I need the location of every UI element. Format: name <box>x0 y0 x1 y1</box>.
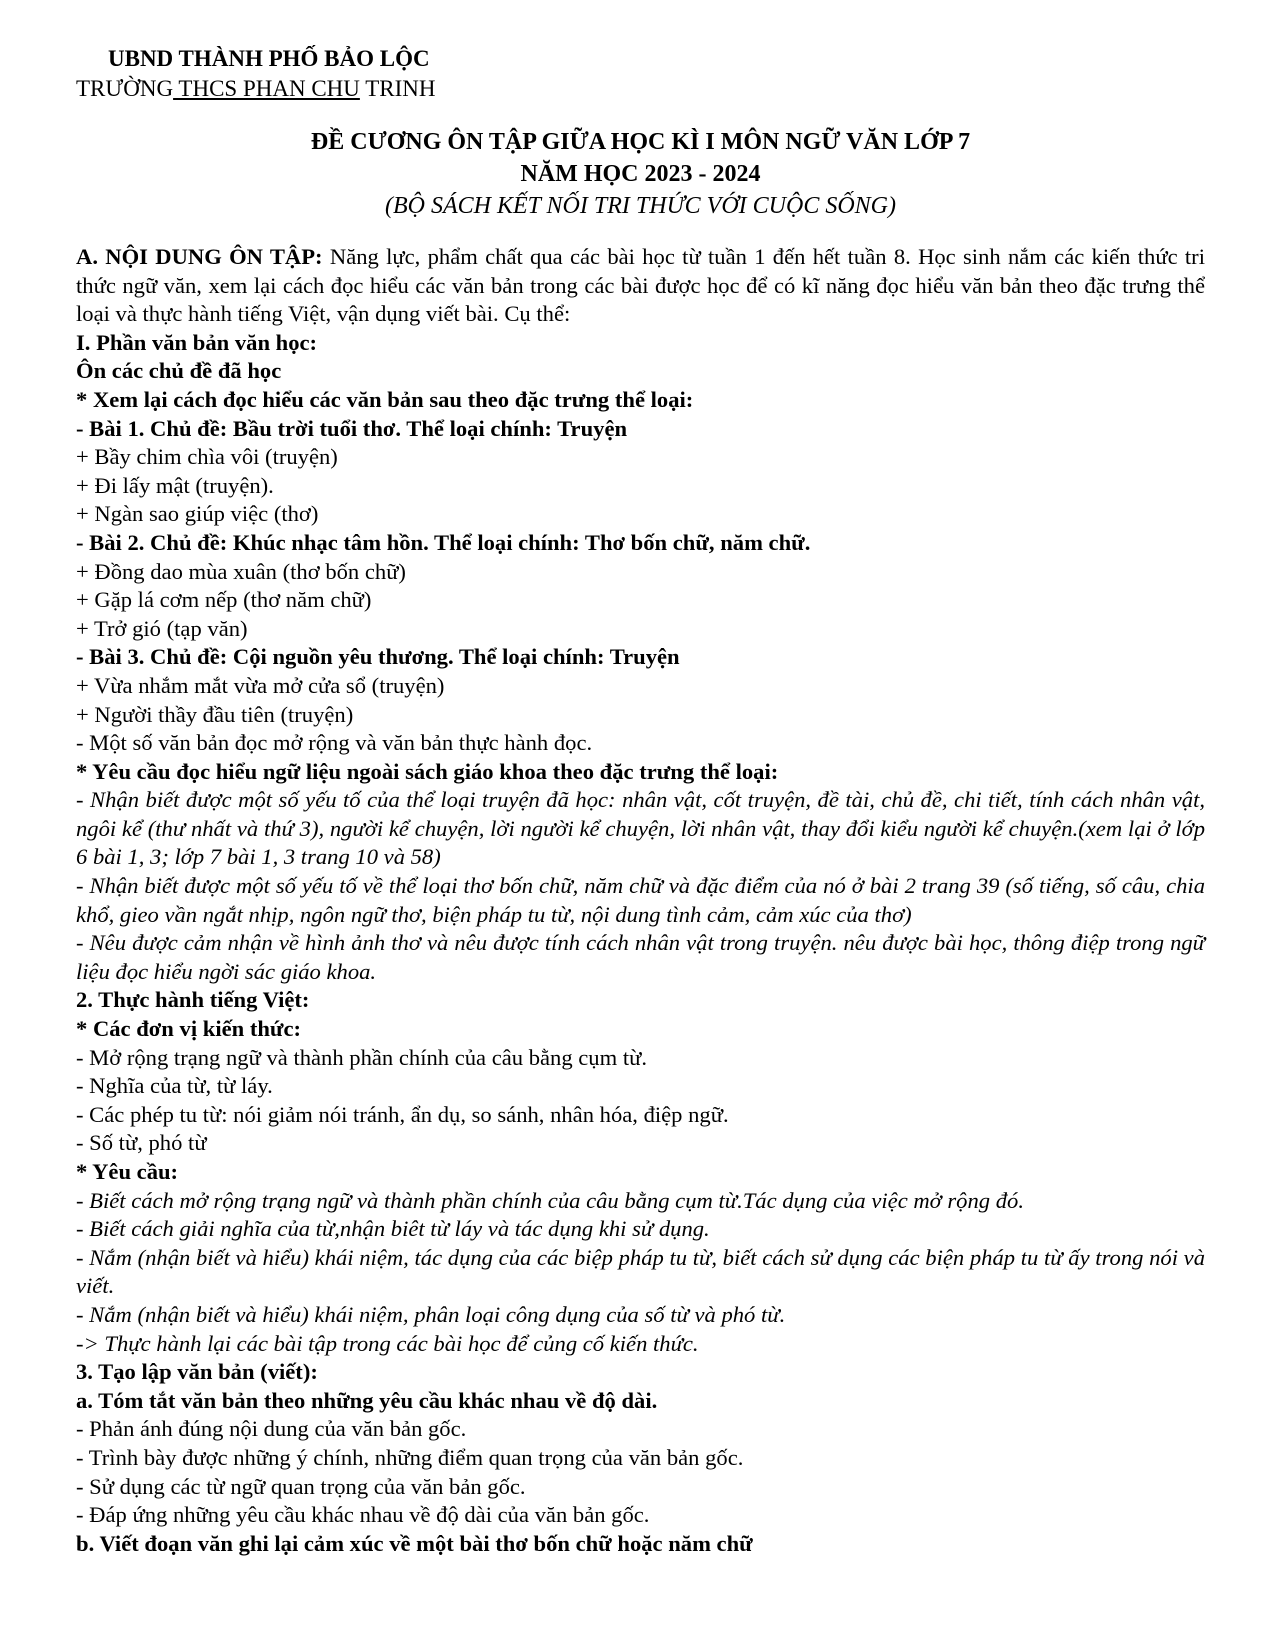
lesson-heading: - Bài 3. Chủ đề: Cội nguồn yêu thương. Thể loại chính: Truyện <box>76 644 680 670</box>
school-name: TRƯỜNG THCS PHAN CHU TRINH <box>76 76 436 101</box>
list-item: + Người thầy đầu tiên (truyện) <box>76 701 354 727</box>
list-item: + Vừa nhắm mắt vừa mở cửa sổ (truyện) <box>76 672 445 698</box>
section2-heading: 2. Thực hành tiếng Việt: <box>76 987 310 1013</box>
school-year: NĂM HỌC 2023 - 2024 <box>520 161 761 187</box>
requirement-item: -> Thực hành lại các bài tập trong các bài học để củng cố kiến thức. <box>76 1330 699 1356</box>
lesson-heading: - Bài 1. Chủ đề: Bầu trời tuổi thơ. Thể loại chính: Truyện <box>76 415 628 441</box>
requirement-item: - Biết cách mở rộng trạng ngữ và thành phần chính của câu bằng cụm từ.Tác dụng của việc mở rộng đó. <box>76 1187 1024 1213</box>
requirement-item: - Nắm (nhận biết và hiểu) khái niệm, phân loại công dụng của số từ và phó từ. <box>76 1301 786 1327</box>
intro-text: Năng lực, phẩm chất qua các bài học từ tuần 1 đến hết tuần 8. Học sinh nắm các kiến thức tri thức ngữ văn, xem lại cách đọc hiểu các văn bản trong các bài được học để có kĩ năng đọc hiểu văn bản theo đặc trưng thể loại và thực hành tiếng Việt, vận dụng viết bài. Cụ thể: <box>76 244 1205 327</box>
list-item: - Sử dụng các từ ngữ quan trọng của văn bản gốc. <box>76 1473 526 1499</box>
lesson-heading: - Bài 2. Chủ đề: Khúc nhạc tâm hồn. Thể loại chính: Thơ bốn chữ, năm chữ. <box>76 529 811 555</box>
list-item: + Đi lấy mật (truyện). <box>76 472 274 498</box>
intro-paragraph <box>76 243 1205 329</box>
list-item: - Trình bày được những ý chính, những điểm quan trọng của văn bản gốc. <box>76 1444 744 1470</box>
list-item: + Gặp lá cơm nếp (thơ năm chữ) <box>76 587 372 613</box>
section3-heading: 3. Tạo lập văn bản (viết): <box>76 1359 318 1385</box>
list-item: + Ngàn sao giúp việc (thơ) <box>76 501 319 527</box>
requirement-heading: * Yêu cầu đọc hiểu ngữ liệu ngoài sách giáo khoa theo đặc trưng thể loại: <box>76 758 779 784</box>
list-item: + Bầy chim chìa vôi (truyện) <box>76 444 338 470</box>
book-series: (BỘ SÁCH KẾT NỐI TRI THỨC VỚI CUỘC SỐNG) <box>384 193 896 219</box>
document-title: ĐỀ CƯƠNG ÔN TẬP GIỮA HỌC KÌ I MÔN NGỮ VĂN LỚP 7 <box>310 129 971 155</box>
section1-heading: I. Phần văn bản văn học: <box>76 329 318 355</box>
units-heading: * Các đơn vị kiến thức: <box>76 1016 302 1042</box>
requirement-item: - Nắm (nhận biết và hiểu) khái niệm, tác dụng của các biệp pháp tu từ, biết cách sử dụng các biện pháp tu từ ấy trong nói và viết. <box>76 1244 1205 1299</box>
list-item: - Một số văn bản đọc mở rộng và văn bản thực hành đọc. <box>76 730 593 756</box>
list-item: - Nghĩa của từ, từ láy. <box>76 1073 273 1099</box>
list-item: + Trở gió (tạp văn) <box>76 615 248 641</box>
list-item: + Đồng dao mùa xuân (thơ bốn chữ) <box>76 558 406 584</box>
req-heading: * Yêu cầu: <box>76 1159 179 1184</box>
reading-heading: * Xem lại cách đọc hiểu các văn bản sau theo đặc trưng thể loại: <box>76 386 694 412</box>
requirement-item: - Biết cách giải nghĩa của từ,nhận biêt từ láy và tác dụng khi sử dụng. <box>76 1216 710 1242</box>
requirement-item: - Nêu được cảm nhận về hình ảnh thơ và nêu được tính cách nhân vật trong truyện. nêu được bài học, thông điệp trong ngữ liệu đọc hiểu ngời sác giáo khoa. <box>76 930 1205 984</box>
list-item: - Số từ, phó từ <box>76 1130 207 1156</box>
list-item: - Phản ánh đúng nội dung của văn bản gốc. <box>76 1416 467 1442</box>
summary-heading: a. Tóm tắt văn bản theo những yêu cầu khác nhau về độ dài. <box>76 1387 658 1413</box>
list-item: - Các phép tu từ: nói giảm nói tránh, ẩn dụ, so sánh, nhân hóa, điệp ngữ. <box>76 1101 729 1127</box>
intro-label: A. NỘI DUNG ÔN TẬP: <box>76 244 323 269</box>
list-item: - Đáp ứng những yêu cầu khác nhau về độ dài của văn bản gốc. <box>76 1502 650 1528</box>
authority-name: UBND THÀNH PHỐ BẢO LỘC <box>108 46 430 71</box>
paragraph-writing-heading: b. Viết đoạn văn ghi lại cảm xúc về một bài thơ bốn chữ hoặc năm chữ <box>76 1530 753 1556</box>
requirement-item: - Nhận biết được một số yếu tố của thể loại truyện đã học: nhân vật, cốt truyện, đề tài, chủ đề, chi tiết, tính cách nhân vật, ngôi kể (thư nhất và thứ 3), người kể chuyện, lời người kể chuyện, lời nhân vật, thay đổi kiểu người kể chuyện.(xem lại ở lớp 6 bài 1, 3; lớp 7 bài 1, 3 trang 10 và 58) <box>76 787 1205 870</box>
list-item: - Mở rộng trạng ngữ và thành phần chính của câu bằng cụm từ. <box>76 1044 647 1070</box>
section1-subheading: Ôn các chủ đề đã học <box>76 358 282 384</box>
requirement-item: - Nhận biết được một số yếu tố về thể loại thơ bốn chữ, năm chữ và đặc điểm của nó ở bài 2 trang 39 (số tiếng, số câu, chia khổ, gieo vần ngắt nhịp, ngôn ngữ thơ, biện pháp tu từ, nội dung tình cảm, cảm xúc của thơ) <box>76 873 1205 927</box>
